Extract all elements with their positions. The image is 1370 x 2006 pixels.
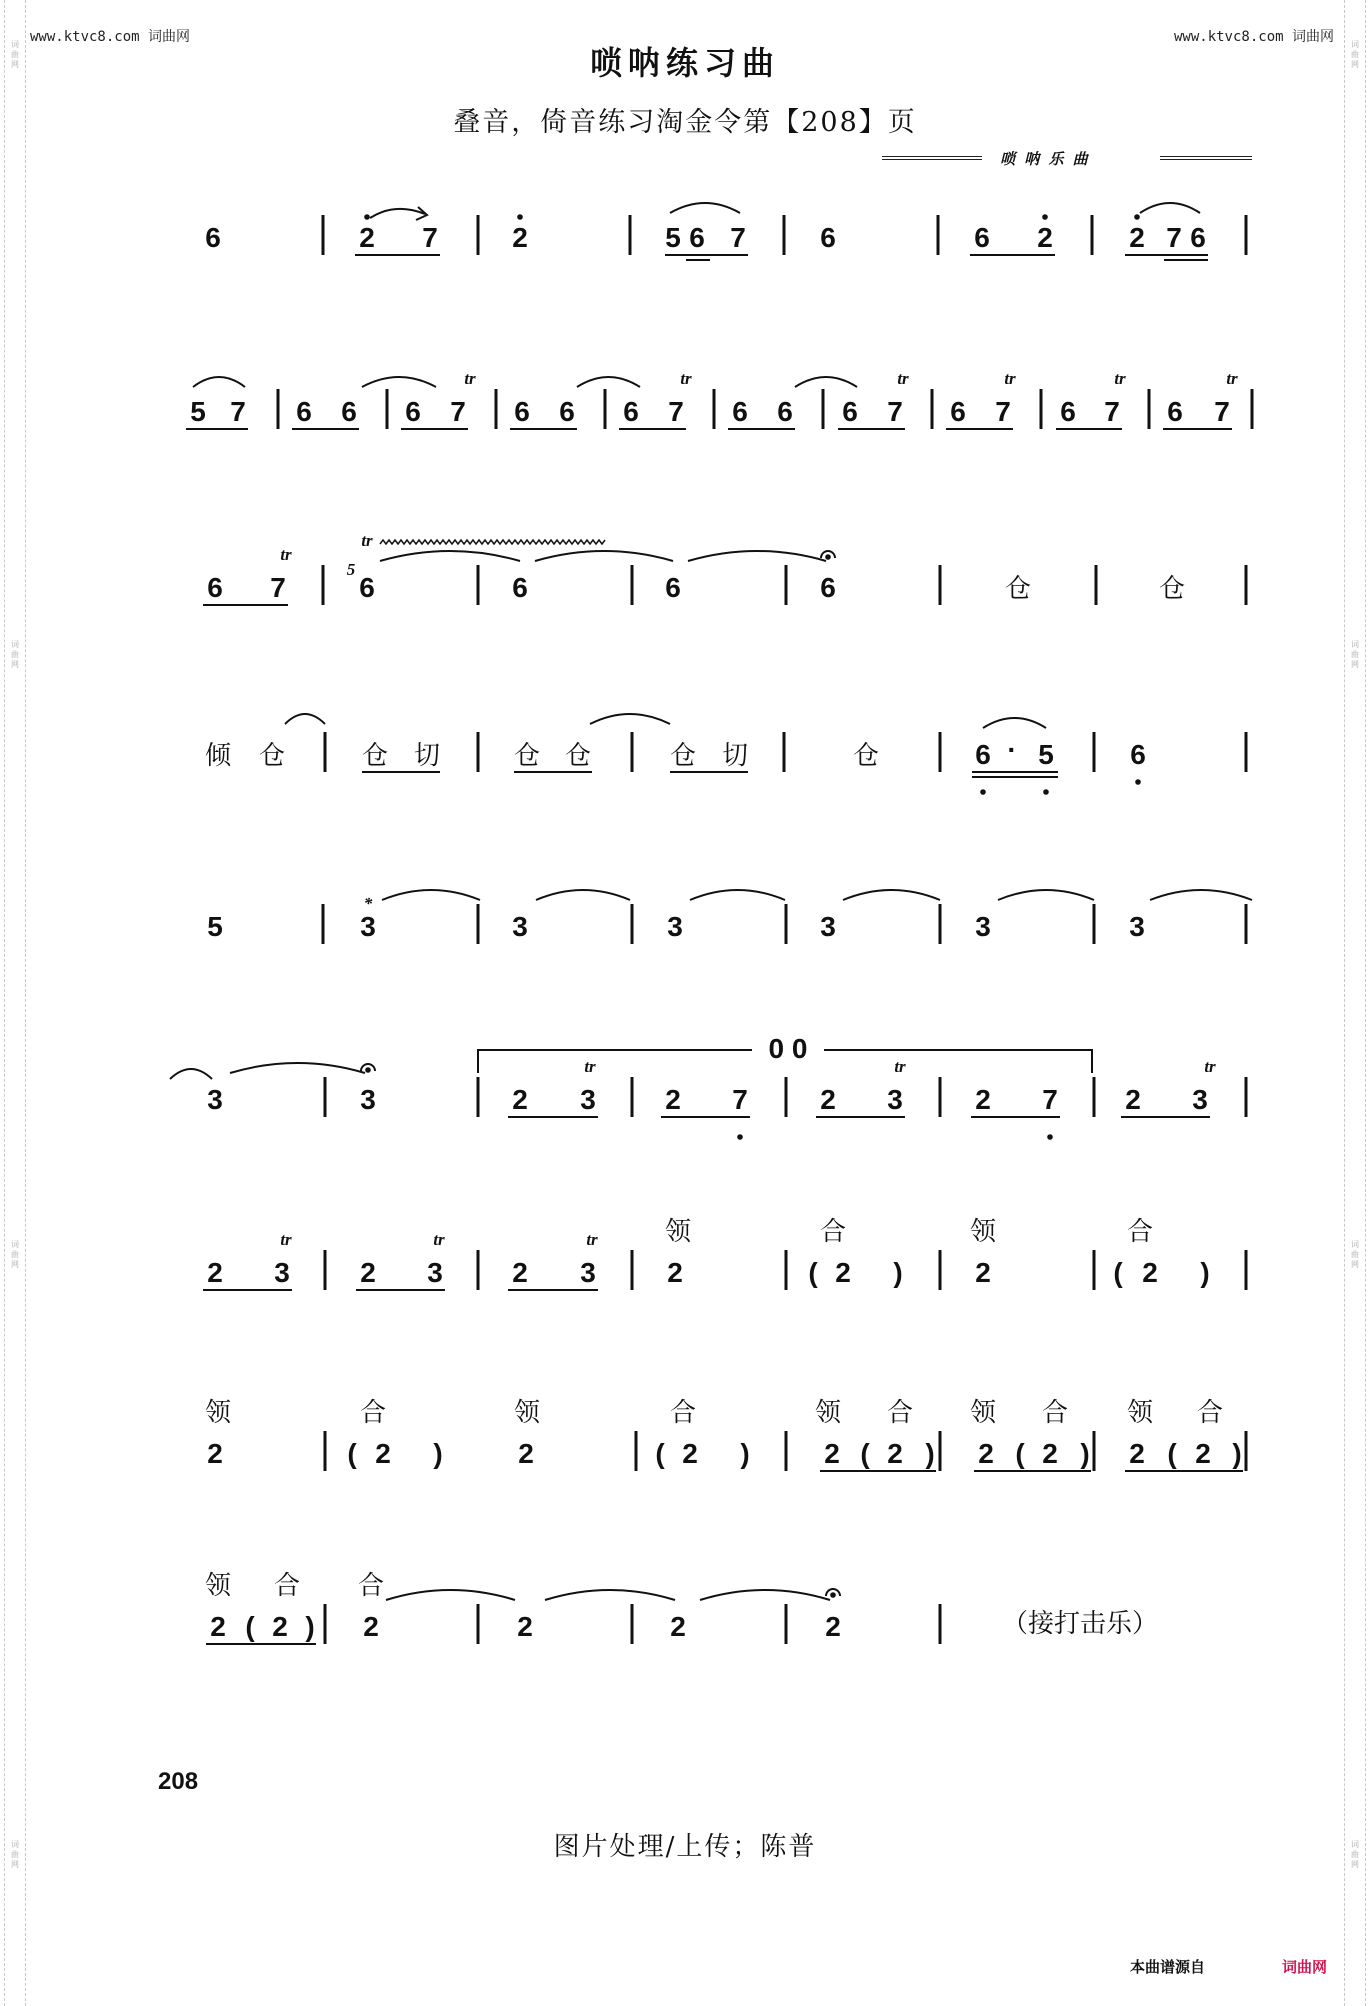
lyric-char: 仓 [1158,574,1186,604]
jianpu-note: 3 [975,911,991,942]
slur-arc [998,890,1094,900]
jianpu-note: 3 [360,1084,376,1115]
jianpu-note: 2 [360,1257,376,1288]
lyric-char: 合 [1196,1398,1224,1428]
jianpu-note: 6 [820,572,836,603]
slur-arc [230,1063,365,1073]
lyric-char: 领 [664,1217,692,1247]
jianpu-note: 6 [207,572,223,603]
jianpu-note: 2 [1042,1438,1058,1469]
octave-dot [830,1592,836,1598]
lyric-char: 仓 [513,741,541,771]
jianpu-note: 3 [887,1084,903,1115]
lyric-char: 领 [204,1571,232,1601]
lyric-char: 仓 [669,741,697,771]
jianpu-note: ( [655,1438,665,1469]
trill-mark: tr [1226,369,1238,388]
jianpu-note: 6 [777,396,793,427]
jianpu-note: ) [1200,1257,1210,1288]
jianpu-note: 2 [1142,1257,1158,1288]
side-watermark: 词 曲 网 [11,640,19,669]
source-label: 唢 呐 乐 曲 [1000,150,1090,168]
jianpu-note: 3 [580,1257,596,1288]
repeat-bracket [478,1050,752,1073]
jianpu-note: 2 [1129,222,1145,253]
jianpu-note: 2 [887,1438,903,1469]
jianpu-note: 3 [820,911,836,942]
jianpu-note: ) [893,1257,903,1288]
jianpu-note: 2 [825,1611,841,1642]
jianpu-note: 7 [1104,396,1120,427]
slur-arc [362,377,436,387]
jianpu-note: 6 [950,396,966,427]
lyric-char: 合 [273,1571,301,1601]
side-watermark: 词 曲 网 [11,40,19,69]
jianpu-note: 2 [517,1611,533,1642]
slur-arc [983,718,1046,728]
slur-arc [285,714,325,724]
jianpu-note: ) [1232,1438,1242,1469]
trill-mark: tr [280,1230,292,1249]
jianpu-note: 5 [207,911,223,942]
jianpu-note: 6 [665,572,681,603]
jianpu-note: 2 [518,1438,534,1469]
trill-mark: tr [1114,369,1126,388]
jianpu-note: 6 [689,222,705,253]
octave-dot [364,214,370,220]
jianpu-note: 2 [975,1084,991,1115]
lyric-char: 合 [1041,1398,1069,1428]
lyric-char: 合 [819,1217,847,1247]
jianpu-note: 7 [230,396,246,427]
jianpu-note: 6 [341,396,357,427]
jianpu-note: 6 [820,222,836,253]
page-number: 208 [158,1768,199,1795]
repeat-bracket [824,1050,1092,1073]
jianpu-note: 7 [668,396,684,427]
slur-arc [843,890,940,900]
lyric-char: 领 [1126,1398,1154,1428]
page-title: 唢呐练习曲 [589,44,780,82]
jianpu-note: 2 [207,1438,223,1469]
grace-note: 5 [346,560,356,579]
jianpu-note: 3 [427,1257,443,1288]
lyric-char: 合 [359,1398,387,1428]
lyric-char: 领 [513,1398,541,1428]
trill-mark: tr [464,369,476,388]
trill-mark: tr [897,369,909,388]
jianpu-note: ( [1015,1438,1025,1469]
lyric-char: 合 [669,1398,697,1428]
jianpu-note: 6 [1130,739,1146,770]
jianpu-note: 3 [512,911,528,942]
jianpu-note: ) [433,1438,443,1469]
slur-arc [170,1069,212,1079]
slur-arc [795,377,857,387]
jianpu-note: 6 [975,739,991,770]
jianpu-note: 7 [422,222,438,253]
octave-dot [1135,779,1141,785]
jianpu-note: 7 [270,572,286,603]
slur-arc [545,1590,675,1600]
dot-extension: · [1007,734,1017,765]
side-watermark: 词 曲 网 [11,1240,19,1269]
jianpu-note: 6 [1060,396,1076,427]
jianpu-note: 7 [730,222,746,253]
jianpu-note: 2 [359,222,375,253]
trill-mark: tr [433,1230,445,1249]
jianpu-note: 6 [514,396,530,427]
site-link-left[interactable]: www.ktvc8.com 词曲网 [30,29,191,45]
jianpu-note: 2 [835,1257,851,1288]
slur-arc [386,1590,515,1600]
site-link-right[interactable]: www.ktvc8.com 词曲网 [1173,29,1334,45]
jianpu-note: 2 [363,1611,379,1642]
lyric-char: 合 [1126,1217,1154,1247]
jianpu-note: 3 [1192,1084,1208,1115]
jianpu-note: 3 [274,1257,290,1288]
side-watermark: 词 曲 网 [11,1840,19,1869]
trill-wavy-line [380,540,605,544]
footer-source-text: 本曲谱源自 [1130,1958,1206,1976]
lyric-char: 仓 [258,741,286,771]
trill-mark: tr [586,1230,598,1249]
lyric-char: 合 [357,1571,385,1601]
jianpu-note: 7 [1042,1084,1058,1115]
jianpu-note: ( [808,1257,818,1288]
jianpu-note: 2 [512,1257,528,1288]
jianpu-note: 6 [512,572,528,603]
trill-mark: tr [680,369,692,388]
jianpu-note: 5 [665,222,681,253]
lyric-char: 切 [413,741,441,771]
jianpu-note: 2 [272,1611,288,1642]
jianpu-note: 7 [1166,222,1182,253]
jianpu-note: 6 [842,396,858,427]
trill-mark: tr [894,1057,906,1076]
lyric-char: 切 [721,741,749,771]
lyric-char: 仓 [852,741,880,771]
jianpu-note: 7 [887,396,903,427]
slur-arc [382,890,480,900]
repeat-label: 0 0 [768,1033,808,1064]
side-watermark: 词 曲 网 [1351,1240,1359,1269]
jianpu-note: 6 [296,396,312,427]
percussion-cue: （接打击乐） [1001,1609,1159,1639]
lyric-char: 领 [204,1398,232,1428]
octave-dot [365,1067,371,1073]
jianpu-note: 6 [405,396,421,427]
jianpu-note: 6 [359,572,375,603]
jianpu-note: ) [925,1438,935,1469]
lyric-char: 合 [886,1398,914,1428]
slur-arc [535,551,673,561]
jianpu-note: 2 [820,1084,836,1115]
jianpu-note: 6 [559,396,575,427]
jianpu-note: 3 [1129,911,1145,942]
lyric-char: 倾 [204,741,232,771]
jianpu-note: 5 [1038,739,1054,770]
jianpu-note: 2 [375,1438,391,1469]
octave-dot [1134,214,1140,220]
slur-arc [193,377,245,387]
jianpu-note: ) [1080,1438,1090,1469]
asterisk-mark: * [363,894,373,913]
jianpu-note: 6 [623,396,639,427]
slur-arc [688,551,826,561]
jianpu-note: ( [347,1438,357,1469]
slur-arc [670,203,740,213]
slur-arc [370,209,425,218]
jianpu-note: 2 [824,1438,840,1469]
side-watermark: 词 曲 网 [1351,640,1359,669]
jianpu-note: 6 [732,396,748,427]
lyric-char: 领 [969,1398,997,1428]
octave-dot [980,789,986,795]
lyric-char: 仓 [1004,574,1032,604]
footer-site-link[interactable]: 词曲网 [1282,1958,1328,1976]
trill-mark: tr [1004,369,1016,388]
jianpu-note: ( [1167,1438,1177,1469]
jianpu-note: 2 [1129,1438,1145,1469]
jianpu-note: 3 [580,1084,596,1115]
side-watermark: 词 曲 网 [1351,40,1359,69]
jianpu-note: 2 [1125,1084,1141,1115]
slur-arc [380,551,520,561]
jianpu-note: 2 [670,1611,686,1642]
trill-mark: tr [584,1057,596,1076]
lyric-char: 领 [969,1217,997,1247]
jianpu-note: 2 [210,1611,226,1642]
jianpu-note: 6 [974,222,990,253]
slur-arc [1140,203,1200,213]
octave-dot [1042,214,1048,220]
jianpu-note: 2 [207,1257,223,1288]
jianpu-note: 7 [732,1084,748,1115]
jianpu-note: 2 [1037,222,1053,253]
jianpu-note: ) [740,1438,750,1469]
jianpu-note: 3 [207,1084,223,1115]
jianpu-note: 2 [665,1084,681,1115]
jianpu-note: ( [1113,1257,1123,1288]
jianpu-note: 2 [512,222,528,253]
octave-dot [825,554,831,560]
jianpu-note: 6 [1167,396,1183,427]
jianpu-note: 2 [975,1257,991,1288]
jianpu-note: 7 [450,396,466,427]
jianpu-note: ) [305,1611,315,1642]
slur-arc [690,890,785,900]
jianpu-note: 2 [682,1438,698,1469]
jianpu-note: 6 [1190,222,1206,253]
jianpu-note: 2 [512,1084,528,1115]
trill-mark: tr [280,545,292,564]
lyric-char: 仓 [361,741,389,771]
octave-dot [1043,789,1049,795]
jianpu-note: 6 [205,222,221,253]
jianpu-note: 2 [667,1257,683,1288]
jianpu-note: 2 [978,1438,994,1469]
lyric-char: 仓 [564,741,592,771]
jianpu-note: ( [860,1438,870,1469]
slur-arc [536,890,630,900]
jianpu-note: 7 [995,396,1011,427]
trill-mark: tr [361,531,373,550]
octave-dot [1047,1134,1053,1140]
jianpu-note: ( [245,1611,255,1642]
side-watermark: 词 曲 网 [1351,1840,1359,1869]
slur-arc [700,1590,830,1600]
jianpu-note: 3 [360,911,376,942]
octave-dot [517,214,523,220]
upload-credit: 图片处理/上传；陈普 [553,1832,817,1862]
slur-arc [577,377,640,387]
page-subtitle: 叠音，倚音练习淘金令第【208】页 [453,107,917,138]
slur-arc [590,714,670,724]
lyric-char: 领 [814,1398,842,1428]
jianpu-note: 3 [667,911,683,942]
octave-dot [737,1134,743,1140]
jianpu-note: 5 [190,396,206,427]
jianpu-note: 2 [1195,1438,1211,1469]
jianpu-note: 7 [1214,396,1230,427]
trill-mark: tr [1204,1057,1216,1076]
slur-arc [1150,890,1252,900]
